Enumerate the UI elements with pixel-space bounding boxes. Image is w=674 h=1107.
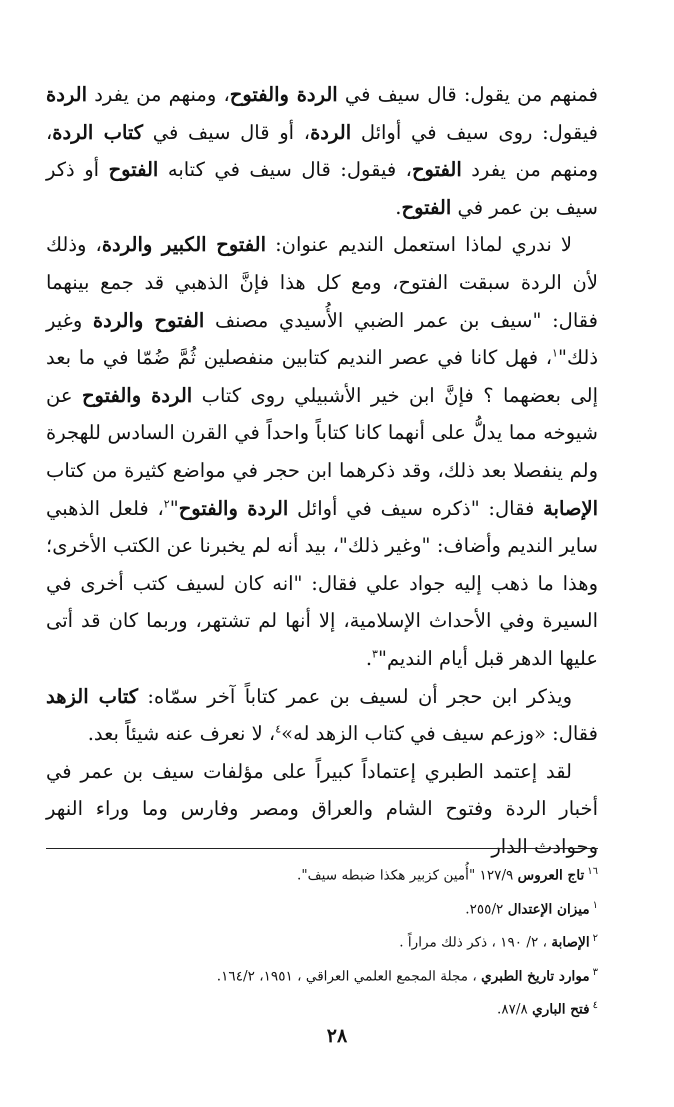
- paragraph: [46, 678, 598, 753]
- footnote-text: ١٢٧/٩ "أُمين كزبير هكذا ضبطه سيف".: [297, 867, 518, 884]
- text-run: ": [169, 496, 179, 520]
- bold-title: الفتوح: [401, 195, 452, 219]
- bold-title: الردة والفتوح: [178, 496, 289, 520]
- text-run: ، فيقول: قال سيف في كتابه: [158, 158, 412, 182]
- text-run: ، ومنهم من يفرد: [46, 120, 598, 182]
- main-text: [46, 76, 598, 865]
- footnote-ref: ١: [552, 346, 558, 360]
- footnote-source: تاج العروس: [517, 867, 585, 884]
- footnote-source: الإصابة: [551, 934, 590, 951]
- text-run: ويذكر ابن حجر أن لسيف بن عمر كتاباً آخر سمّاه:: [138, 684, 572, 708]
- bold-title: كتاب الردة: [52, 120, 144, 144]
- footnote-number: ٢: [592, 933, 598, 945]
- paragraph: [46, 226, 598, 677]
- text-run: فمنهم من يقول: قال سيف في: [337, 83, 598, 106]
- bold-title: الردة والفتوح: [81, 383, 193, 407]
- text-run: .: [395, 195, 402, 219]
- footnote-ref: ٣: [372, 647, 378, 661]
- footnote-number: ٣: [592, 966, 598, 978]
- text-run: ، أو قال سيف في: [143, 120, 311, 144]
- text-run: ، فلعل الذهبي ساير النديم وأضاف: "وغير ذلك"، بيد أنه لم يخبرنا عن الكتب الأخرى؛ وهذا ما ذهب إليه جواد علي فقال: "انه كان لسيف كتب أخرى في السيرة وفي الأحداث الإسلامية، إلا أنها لم تشتهر، وربما كان قد أتى عليها الدهر قبل أيام النديم": [46, 496, 598, 670]
- text-run: لا ندري لماذا استعمل النديم عنوان:: [266, 233, 573, 257]
- text-run: ، ومنهم من يفرد: [87, 83, 230, 106]
- text-run: فقال: "ذكره سيف في أوائل: [288, 496, 544, 520]
- bold-title: الفتوح: [411, 158, 462, 182]
- text-run: وغير ذلك": [46, 308, 598, 370]
- footnote-number: ١٦: [587, 866, 598, 877]
- text-run: فقال: «وزعم سيف في كتاب الزهد له»: [281, 722, 598, 746]
- text-run: لقد إعتمد الطبري إعتماداً كبيراً على مؤلفات سيف بن عمر في أخبار الردة وفتوح الشام والعراق ومصر وفارس وما وراء النهر وحوادث الدار: [46, 759, 598, 858]
- footnote-text: ٨٧/٨.: [497, 1001, 533, 1018]
- bold-title: الفتوح والردة: [92, 308, 205, 332]
- text-run: ، فهل كانا في عصر النديم كتابين منفصلين ثُمَّ ضُمّا في ما بعد إلى بعضهما ؟ فإنَّ ابن خير الأشبيلي روى كتاب: [46, 346, 598, 407]
- paragraph: [46, 76, 598, 226]
- text-run: ، لا نعرف عنه شيئاً بعد.: [87, 722, 276, 746]
- bold-title: الفتوح: [108, 158, 159, 182]
- footnote-source: موارد تاريخ الطبري: [481, 968, 590, 985]
- footnote-ref: ٢: [163, 497, 170, 511]
- footnote-text: ٢٥٥/٢.: [465, 901, 508, 918]
- footnote-number: ١: [592, 899, 598, 911]
- bold-title: الردة: [310, 120, 352, 144]
- bold-title: الفتوح الكبير والردة: [101, 233, 267, 257]
- text-run: أو ذكر سيف بن عمر في: [46, 158, 598, 219]
- footnote-source: ميزان الإعتدال: [507, 901, 590, 918]
- text-run: ، وذلك لأن الردة سبقت الفتوح، ومع كل هذا فإنَّ الذهبي قد جمع بينهما فقال: "سيف بن عمر الضبي الأُسيدي مصنف: [46, 233, 598, 332]
- bold-title: الردة والفتوح: [229, 83, 338, 106]
- footnote-source: فتح الباري: [532, 1001, 590, 1018]
- footnote-divider: [46, 848, 598, 849]
- bold-title: كتاب الزهد: [46, 684, 139, 708]
- footnote: [46, 891, 598, 925]
- text-run: فيقول: روى سيف في أوائل: [351, 120, 598, 144]
- footnote: [46, 924, 598, 958]
- page-number: ٢٨: [326, 1025, 348, 1047]
- footnote-text: ، مجلة المجمع العلمي العراقي ، ١٩٥١، ١٦٤/٢.: [216, 968, 482, 985]
- text-run: .: [365, 646, 373, 670]
- footnotes: [46, 857, 598, 1025]
- text-run: عن شيوخه مما يدلُّ على أنهما كانا كتاباً واحداً في القرن السادس للهجرة ولم ينفصلا بعد ذلك، وقد ذكرهما ابن حجر في مواضع كثيرة من كتاب: [46, 383, 598, 482]
- bold-title: الردة: [46, 83, 88, 106]
- footnote: [46, 857, 598, 891]
- bold-title: الإصابة: [543, 496, 598, 520]
- footnote-ref: ٤: [275, 722, 282, 736]
- footnote: [46, 958, 598, 992]
- footnote: [46, 991, 598, 1025]
- footnote-number: ٤: [592, 1000, 598, 1012]
- footnote-text: ، ٢/ ١٩٠ ، ذكر ذلك مراراً .: [399, 934, 552, 951]
